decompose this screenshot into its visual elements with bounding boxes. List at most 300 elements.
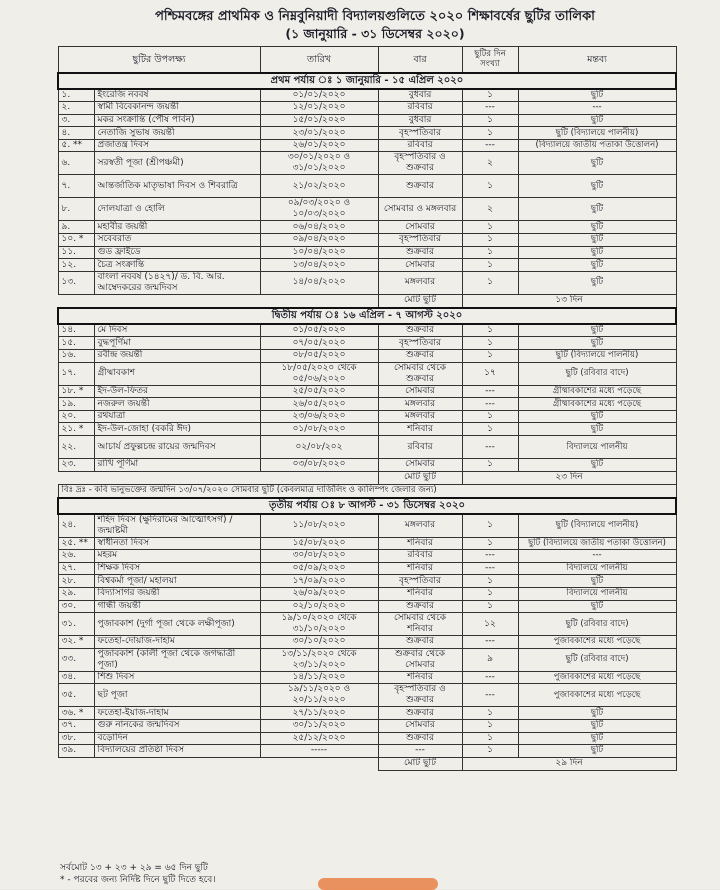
remark-cell: (বিদ্যালয়ে জাতীয় পতাকা উত্তোলন) (518, 139, 676, 152)
occasion-cell: বিশ্বকর্মা পূজা/ মহালয়া (94, 575, 260, 588)
row-number: ২০. (58, 410, 94, 423)
count-cell: --- (462, 562, 518, 575)
header-remarks: মন্তব্য (518, 47, 676, 73)
count-cell: ১ (462, 410, 518, 423)
date-cell: ০২/১০/২০২০ (260, 600, 378, 613)
day-cell: শনিবার (378, 423, 462, 436)
occasion-cell: ছট পূজা (94, 684, 260, 707)
row-number: ২৬. (58, 550, 94, 563)
count-cell: ১ (462, 89, 518, 102)
day-cell: বৃহস্পতিবার (378, 127, 462, 140)
remark-cell: ছুটি (518, 324, 676, 337)
day-cell: রবিবার (378, 550, 462, 563)
remark-cell: ছুটি (518, 423, 676, 436)
remark-cell: ছুটি (518, 707, 676, 720)
table-row (58, 385, 676, 398)
occasion-cell: বিদ্যাসাগর জয়ন্তী (94, 587, 260, 600)
row-number: ১. (58, 89, 94, 102)
day-cell: সোমবার (378, 719, 462, 732)
occasion-cell: ইদ-উল-জোহা (বকরি ঈদ) (94, 423, 260, 436)
row-number: ৩. (58, 114, 94, 127)
row-number: ১৫. (58, 337, 94, 350)
date-cell: ০৭/০৫/২০২০ (260, 337, 378, 350)
remark-cell: ছুটি (518, 114, 676, 127)
table-row (58, 575, 676, 588)
remark-cell: পুজাবকাশের মধ্যে পড়েছে (518, 671, 676, 684)
count-cell: ১ (462, 271, 518, 294)
date-cell: ১৮/০৫/২০২০ থেকে ০৫/০৬/২০২০ (260, 362, 378, 385)
day-cell: মঙ্গলবার (378, 271, 462, 294)
table-row (58, 600, 676, 613)
count-cell: ১ (462, 459, 518, 472)
count-cell: ১ (462, 732, 518, 745)
phase3-total-row (58, 757, 676, 770)
count-cell: ১ (462, 324, 518, 337)
occasion-cell: ইংরেজি নববর্ষ (94, 89, 260, 102)
row-number: ৩৩. (58, 648, 94, 671)
occasion-cell: নেতাজি সুভাষ জয়ন্তী (94, 127, 260, 140)
remark-cell: ছুটি (518, 745, 676, 758)
table-row (58, 89, 676, 102)
date-cell: ০২/০৮/২০২ (260, 436, 378, 459)
date-cell: ২৩/০১/২০২০ (260, 127, 378, 140)
count-cell: --- (462, 139, 518, 152)
remark-cell: বিদ্যালয়ে পালনীয় (518, 587, 676, 600)
date-cell: ২৫/০৫/২০২০ (260, 385, 378, 398)
remark-cell: বিদ্যালয়ে পালনীয় (518, 436, 676, 459)
phase2-note-row (58, 484, 676, 498)
remark-cell: ছুটি (বিদ্যালয়ে পালনীয়) (518, 350, 676, 363)
remark-cell: ছুটি (রবিবার বাদে) (518, 362, 676, 385)
count-cell: --- (462, 636, 518, 649)
remark-cell: ছুটি (518, 410, 676, 423)
day-cell: শুক্রবার (378, 246, 462, 259)
row-number: ৪. (58, 127, 94, 140)
title-line-2: (১ জানুয়ারি - ৩১ ডিসেম্বর ২০২০) (285, 26, 465, 41)
count-cell: --- (462, 550, 518, 563)
date-cell: ৩০/০১/২০২০ ও ৩১/০১/২০২০ (260, 152, 378, 175)
day-cell: বৃহস্পতিবার (378, 234, 462, 247)
date-cell: ১৯/১১/২০২০ ও ২০/১১/২০২০ (260, 684, 378, 707)
count-cell: --- (462, 671, 518, 684)
date-cell: ১৩/১১/২০২০ থেকে ২৩/১১/২০২০ (260, 648, 378, 671)
day-cell: সোমবার ও মঙ্গলবার (378, 198, 462, 221)
header-count: ছুটির দিন সংখ্যা (462, 47, 518, 73)
date-cell: ০১/০১/২০২০ (260, 89, 378, 102)
remark-cell: গ্রীষ্মাবকাশের মধ্যে পড়েছে (518, 398, 676, 411)
count-cell: ২ (462, 152, 518, 175)
remark-cell: ছুটি (518, 337, 676, 350)
occasion-cell: মহাবীর জয়ন্তী (94, 221, 260, 234)
table-row (58, 259, 676, 272)
count-cell: --- (462, 102, 518, 115)
day-cell: সোমবার (378, 221, 462, 234)
count-cell: ১ (462, 259, 518, 272)
row-number: ১১. (58, 246, 94, 259)
day-cell: বৃহস্পতিবার ও শুক্রবার (378, 684, 462, 707)
date-cell: ০৮/০৫/২০২০ (260, 350, 378, 363)
day-cell: শুক্রবার (378, 350, 462, 363)
occasion-cell: দোলযাত্রা ও হোলি (94, 198, 260, 221)
table-header-row (58, 47, 676, 73)
row-number: ৩৯. (58, 745, 94, 758)
table-row (58, 221, 676, 234)
occasion-cell: রথযাত্রা (94, 410, 260, 423)
day-cell: শুক্রবার থেকে সোমবার (378, 648, 462, 671)
occasion-cell: পুজাবকাশ (দুর্গা পূজা থেকে লক্ষীপূজা) (94, 613, 260, 636)
count-cell: ১৭ (462, 362, 518, 385)
table-row (58, 648, 676, 671)
date-cell: ১৭/০৯/২০২০ (260, 575, 378, 588)
table-row (58, 719, 676, 732)
table-row (58, 271, 676, 294)
date-cell: ০৩/০৮/২০২০ (260, 459, 378, 472)
row-number: ৫. ** (58, 139, 94, 152)
date-cell: ১২/০১/২০২০ (260, 102, 378, 115)
remark-cell: ছুটি (518, 221, 676, 234)
day-cell: বৃহস্পতিবার ও শুক্রবার (378, 152, 462, 175)
occasion-cell: শিশু দিবস (94, 671, 260, 684)
remark-cell: ছুটি (রবিবার বাদে) (518, 648, 676, 671)
table-row (58, 436, 676, 459)
day-cell: রবিবার (378, 436, 462, 459)
header-day: বার (378, 47, 462, 73)
remark-cell: ছুটি (518, 198, 676, 221)
holiday-table (57, 46, 677, 771)
table-row (58, 410, 676, 423)
occasion-cell: গ্রীষ্মাবকাশ (94, 362, 260, 385)
day-cell: শুক্রবার (378, 324, 462, 337)
table-row (58, 127, 676, 140)
date-cell: ২৫/১২/২০২০ (260, 732, 378, 745)
count-cell: ১ (462, 423, 518, 436)
table-row (58, 671, 676, 684)
date-cell: ২৬/০৯/২০২০ (260, 587, 378, 600)
table-row (58, 459, 676, 472)
table-row (58, 707, 676, 720)
day-cell: শনিবার (378, 587, 462, 600)
row-number: ২১. * (58, 423, 94, 436)
count-cell: --- (462, 385, 518, 398)
count-cell: ১ (462, 175, 518, 198)
table-row (58, 398, 676, 411)
phase2-total-label: মোট ছুটি (378, 471, 462, 484)
row-number: ১০. * (58, 234, 94, 247)
occasion-cell: প্রজাতন্ত্র দিবস (94, 139, 260, 152)
count-cell: ১ (462, 337, 518, 350)
date-cell: ০৯/০৪/২০২০ (260, 234, 378, 247)
orange-smudge (318, 878, 438, 890)
header-date: তারিখ (260, 47, 378, 73)
date-cell: ২৭/১১/২০২০ (260, 707, 378, 720)
date-cell: ২১/০২/২০২০ (260, 175, 378, 198)
day-cell: শুক্রবার (378, 600, 462, 613)
row-number: ২২. (58, 436, 94, 459)
day-cell: বুধবার (378, 114, 462, 127)
occasion-cell: স্বাধীনতা দিবস (94, 537, 260, 550)
row-number: ৭. (58, 175, 94, 198)
date-cell: ১৪/০৪/২০২০ (260, 271, 378, 294)
row-number: ৩৮. (58, 732, 94, 745)
date-cell: ০১/০৫/২০২০ (260, 324, 378, 337)
footnote: * - পরবের জন্য নির্দিষ্ট দিনে ছুটি দিতে হবে। (60, 875, 216, 885)
remark-cell: ছুটি (বিদ্যালয়ে জাতীয় পতাকা উত্তোলন) (518, 537, 676, 550)
grand-total: সর্বমোট ১৩ + ২৩ + ২৯ = ৬৫ দিন ছুটি (60, 863, 208, 873)
table-row (58, 324, 676, 337)
date-cell: ০১/০৮/২০২০ (260, 423, 378, 436)
row-number: ৩১. (58, 613, 94, 636)
occasion-cell: বড়োদিন (94, 732, 260, 745)
count-cell: ১ (462, 707, 518, 720)
table-row (58, 732, 676, 745)
count-cell: --- (462, 436, 518, 459)
table-row (58, 636, 676, 649)
remark-cell: ছুটি (518, 152, 676, 175)
remark-cell: ছুটি (রবিবার বাদে) (518, 613, 676, 636)
day-cell: মঙ্গলবার (378, 514, 462, 538)
occasion-cell: রবীন্দ্র জয়ন্তী (94, 350, 260, 363)
occasion-cell: গান্ধী জয়ন্তী (94, 600, 260, 613)
page-title (70, 8, 680, 42)
table-row (58, 587, 676, 600)
occasion-cell: শহিদ দিবস (ক্ষুদিরামের আত্মোৎসর্গ) / জন্মাষ্টমী (94, 514, 260, 538)
day-cell: সোমবার থেকে শুক্রবার (378, 362, 462, 385)
table-row (58, 514, 676, 538)
count-cell: ১ (462, 114, 518, 127)
remark-cell: ছুটি (518, 175, 676, 198)
remark-cell: বিদ্যালয়ে পালনীয় (518, 562, 676, 575)
day-cell: শুক্রবার (378, 636, 462, 649)
occasion-cell: মকর সংক্রান্তি (পৌষ পার্বন) (94, 114, 260, 127)
row-number: ১৯. (58, 398, 94, 411)
table-row (58, 198, 676, 221)
date-cell: ০৯/০৩/২০২০ ও ১০/০৩/২০২০ (260, 198, 378, 221)
phase3-total-value: ২৯ দিন (462, 757, 676, 770)
date-cell: ৩০/০৮/২০২০ (260, 550, 378, 563)
date-cell: ৩০/১১/২০২০ (260, 719, 378, 732)
occasion-cell: রাখি পূর্ণিমা (94, 459, 260, 472)
table-row (58, 337, 676, 350)
day-cell: রবিবার (378, 102, 462, 115)
row-number: ১৭. (58, 362, 94, 385)
day-cell: সোমবার থেকে শনিবার (378, 613, 462, 636)
table-row (58, 152, 676, 175)
count-cell: ১ (462, 514, 518, 538)
remark-cell: ছুটি (518, 575, 676, 588)
day-cell: মঙ্গলবার (378, 410, 462, 423)
row-number: ১৪. (58, 324, 94, 337)
header-occasion: ছুটির উপলক্ষ্য (58, 47, 260, 73)
date-cell: ১৩/০৪/২০২০ (260, 259, 378, 272)
remark-cell: --- (518, 102, 676, 115)
row-number: ২৭. (58, 562, 94, 575)
table-row (58, 745, 676, 758)
phase2-note: বিঃ দ্রঃ - কবি ভানুভক্তের জন্মদিন ১৩/০৭/২০২০ সোমবার ছুটি (কেবলমাত্র দার্জিলিং ও কালিম্পং জেলার জন্য) (58, 484, 676, 498)
day-cell: সোমবার (378, 259, 462, 272)
row-number: ১৮. * (58, 385, 94, 398)
blank-cell (58, 471, 378, 484)
phase3-title-row (58, 498, 676, 514)
row-number: ৯. (58, 221, 94, 234)
date-cell: ০৬/০৪/২০২০ (260, 221, 378, 234)
day-cell: বৃহস্পতিবার (378, 337, 462, 350)
table-row (58, 362, 676, 385)
occasion-cell: সবেবরাত (94, 234, 260, 247)
count-cell: ১ (462, 350, 518, 363)
table-row (58, 114, 676, 127)
remark-cell: ছুটি (518, 732, 676, 745)
remark-cell: ছুটি (518, 246, 676, 259)
row-number: ২৯. (58, 587, 94, 600)
occasion-cell: চৈত্র সংক্রান্তি (94, 259, 260, 272)
date-cell: ১৫/০১/২০২০ (260, 114, 378, 127)
table-row (58, 613, 676, 636)
date-cell: ০৫/০৯/২০২০ (260, 562, 378, 575)
count-cell: ১ (462, 719, 518, 732)
occasion-cell: মে দিবস (94, 324, 260, 337)
occasion-cell: মহরম (94, 550, 260, 563)
date-cell: ২৬/০৫/২০২০ (260, 398, 378, 411)
count-cell: ৯ (462, 648, 518, 671)
row-number: ৩৫. (58, 684, 94, 707)
day-cell: শুক্রবার (378, 175, 462, 198)
remark-cell: পুজাবকাশের মধ্যে পড়েছে (518, 684, 676, 707)
occasion-cell: বাংলা নববর্ষ (১৪২৭)/ ড. বি. আর. আম্বেদকরের জন্মদিবস (94, 271, 260, 294)
remark-cell: ছুটি (518, 259, 676, 272)
table-row (58, 684, 676, 707)
row-number: ১৩. (58, 271, 94, 294)
occasion-cell: ফতেহা-ইয়াজ-দাহাম (94, 707, 260, 720)
row-number: ৩৬. * (58, 707, 94, 720)
count-cell: ১ (462, 587, 518, 600)
day-cell: শনিবার (378, 562, 462, 575)
occasion-cell: গুরু নানকের জন্মদিবস (94, 719, 260, 732)
table-row (58, 537, 676, 550)
count-cell: ১ (462, 221, 518, 234)
day-cell: বুধবার (378, 89, 462, 102)
day-cell: শনিবার (378, 671, 462, 684)
table-row (58, 139, 676, 152)
blank-cell (58, 757, 378, 770)
count-cell: ১২ (462, 613, 518, 636)
phase1-total-row (58, 294, 676, 308)
table-row (58, 175, 676, 198)
phase2-title-row (58, 308, 676, 324)
phase3-title: তৃতীয় পর্যায় ঃ ৮ আগস্ট - ৩১ ডিসেম্বর ২০২০ (58, 498, 676, 514)
phase1-total-value: ১৩ দিন (462, 294, 676, 308)
row-number: ৬. (58, 152, 94, 175)
occasion-cell: ইদ-উল-ফিতর (94, 385, 260, 398)
day-cell: সোমবার (378, 385, 462, 398)
remark-cell: পুজাবকাশের মধ্যে পড়েছে (518, 636, 676, 649)
row-number: ৮. (58, 198, 94, 221)
count-cell: ১ (462, 600, 518, 613)
phase2-title: দ্বিতীয় পর্যায় ঃ ১৬ এপ্রিল - ৭ আগস্ট ২০২০ (58, 308, 676, 324)
remark-cell: ছুটি (বিদ্যালয়ে পালনীয়) (518, 127, 676, 140)
phase1-total-label: মোট ছুটি (378, 294, 462, 308)
row-number: ১২. (58, 259, 94, 272)
day-cell: শুক্রবার (378, 707, 462, 720)
remark-cell: --- (518, 550, 676, 563)
date-cell: ২৬/০১/২০২০ (260, 139, 378, 152)
occasion-cell: বিদ্যালয়ের প্রতিষ্ঠা দিবস (94, 745, 260, 758)
count-cell: ১ (462, 537, 518, 550)
day-cell: সোমবার (378, 459, 462, 472)
day-cell: রবিবার (378, 139, 462, 152)
occasion-cell: স্বামী বিবেকানন্দ জয়ন্তী (94, 102, 260, 115)
table-row (58, 102, 676, 115)
phase2-total-row (58, 471, 676, 484)
row-number: ২৮. (58, 575, 94, 588)
count-cell: ২ (462, 198, 518, 221)
row-number: ৩২. * (58, 636, 94, 649)
remark-cell: ছুটি (518, 459, 676, 472)
count-cell: ১ (462, 575, 518, 588)
occasion-cell: পুজাবকাশ (কালী পূজা থেকে জগদ্ধাত্রী পূজা) (94, 648, 260, 671)
date-cell: ২৩/০৬/২০২০ (260, 410, 378, 423)
table-row (58, 423, 676, 436)
row-number: ২. (58, 102, 94, 115)
remark-cell: ছুটি (বিদ্যালয়ে পালনীয়) (518, 514, 676, 538)
date-cell: ১০/০৪/২০২০ (260, 246, 378, 259)
remark-cell: ছুটি (518, 234, 676, 247)
occasion-cell: নজরুল জয়ন্তী (94, 398, 260, 411)
remark-cell: গ্রীষ্মাবকাশের মধ্যে পড়েছে (518, 385, 676, 398)
count-cell: ১ (462, 234, 518, 247)
day-cell: বৃহস্পতিবার (378, 575, 462, 588)
count-cell: --- (462, 684, 518, 707)
blank-cell (58, 294, 378, 308)
row-number: ১৬. (58, 350, 94, 363)
occasion-cell: শিক্ষক দিবস (94, 562, 260, 575)
remark-cell: ছুটি (518, 89, 676, 102)
count-cell: ১ (462, 127, 518, 140)
occasion-cell: আচার্য প্রফুল্লচন্দ্র রায়ের জন্মদিবস (94, 436, 260, 459)
count-cell: ১ (462, 745, 518, 758)
table-row (58, 246, 676, 259)
row-number: ২৩. (58, 459, 94, 472)
remark-cell: ছুটি (518, 719, 676, 732)
occasion-cell: ফতেহা-দোয়াজ-দাহাম (94, 636, 260, 649)
phase1-title-row (58, 73, 676, 89)
footer (60, 862, 215, 886)
phase1-title: প্রথম পর্যায় ঃ ১ জানুয়ারি - ১৫ এপ্রিল ২০২০ (58, 73, 676, 89)
date-cell: ১৫/০৮/২০২০ (260, 537, 378, 550)
count-cell: ১ (462, 246, 518, 259)
phase2-total-value: ২৩ দিন (462, 471, 676, 484)
table-row (58, 234, 676, 247)
occasion-cell: আন্তর্জাতিক মাতৃভাষা দিবস ও শিবরাত্রি (94, 175, 260, 198)
date-cell: ১৯/১০/২০২০ থেকে ৩১/১০/২০২০ (260, 613, 378, 636)
date-cell: ৩০/১০/২০২০ (260, 636, 378, 649)
row-number: ২৪. (58, 514, 94, 538)
count-cell: --- (462, 398, 518, 411)
table-body (58, 73, 676, 771)
day-cell: শনিবার (378, 537, 462, 550)
row-number: ২৫. ** (58, 537, 94, 550)
day-cell: --- (378, 745, 462, 758)
date-cell: ----- (260, 745, 378, 758)
day-cell: মঙ্গলবার (378, 398, 462, 411)
title-line-1: পশ্চিমবঙ্গের প্রাথমিক ও নিম্নবুনিয়াদী বিদ্যালয়গুলিতে ২০২০ শিক্ষাবর্ষের ছুটির তালিকা (155, 9, 595, 24)
table-row (58, 550, 676, 563)
row-number: ৩৭. (58, 719, 94, 732)
remark-cell: ছুটি (518, 600, 676, 613)
day-cell: শুক্রবার (378, 732, 462, 745)
occasion-cell: গুড ফ্রাইডে (94, 246, 260, 259)
table-row (58, 562, 676, 575)
phase3-total-label: মোট ছুটি (378, 757, 462, 770)
